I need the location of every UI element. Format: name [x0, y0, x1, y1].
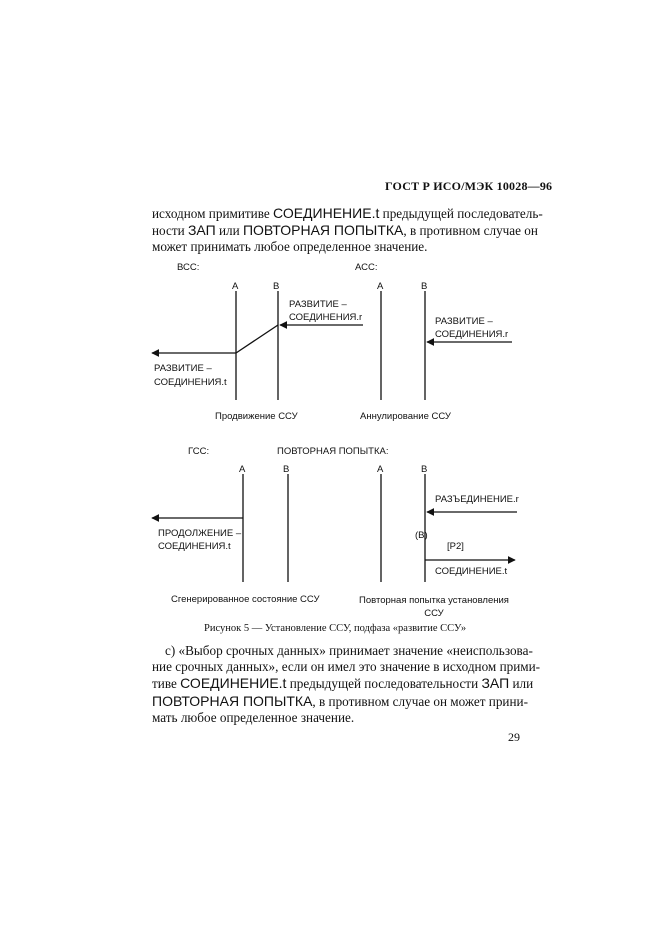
d2-label-b: B: [421, 281, 428, 292]
text-run: мать любое определенное значение.: [152, 709, 355, 725]
paragraph-2-line-5: [152, 710, 521, 726]
d2-title: АСС:: [355, 262, 378, 273]
term-run: ПОВТОРНАЯ ПОПЫТКА: [152, 692, 313, 709]
d4-caption: [354, 594, 514, 620]
text-run: или: [215, 223, 243, 239]
d1-out-label-line: СОЕДИНЕНИЯ.t: [154, 377, 227, 388]
document-header: ГОСТ Р ИСО/МЭК 10028—96: [385, 179, 553, 193]
text-run: исходном примитиве: [152, 206, 274, 221]
d1-label-b: B: [273, 281, 280, 292]
d2-in-label-line: СОЕДИНЕНИЯ.r: [435, 329, 509, 340]
d3-out-label-line: СОЕДИНЕНИЯ.t: [158, 541, 231, 552]
d1-transfer-line: [236, 325, 278, 353]
d1-in-label-line: РАЗВИТИЕ –: [289, 299, 347, 310]
d3-label-a: A: [239, 464, 246, 475]
d1-title: ВСС:: [177, 262, 200, 273]
text-run: предыдущей последователь-: [379, 206, 543, 221]
paragraph-2-line-4: [152, 692, 528, 710]
term-run: СОЕДИНЕНИЕ.t: [273, 205, 380, 221]
d4-label-a: A: [377, 464, 384, 475]
text-run: ние срочных данных», если он имел это значение в исходном прими-: [152, 659, 541, 675]
d3-out-label: [158, 527, 241, 553]
page-number: 29: [508, 730, 520, 744]
d1-caption: Продвижение ССУ: [215, 411, 298, 422]
d2-in-label-line: РАЗВИТИЕ –: [435, 316, 493, 327]
text-run: , в противном случае он может прини-: [312, 693, 528, 709]
d2-in-label: [435, 315, 508, 341]
term-run: ЗАП: [187, 222, 216, 239]
d3-title: ГСС:: [188, 446, 210, 457]
d4-caption-line: Повторная попытка установления: [359, 595, 509, 606]
term-run: СОЕДИНЕНИЕ.t: [180, 675, 287, 692]
paragraph-2: [152, 643, 541, 726]
paragraph-2-line-1: [152, 643, 533, 659]
text-run: предыдущей последовательности: [286, 676, 482, 692]
d1-label-a: A: [232, 281, 239, 292]
d3-out-label-line: ПРОДОЛЖЕНИЕ –: [158, 528, 242, 539]
d4-out-label: СОЕДИНЕНИЕ.t: [435, 566, 508, 577]
d3-caption: Сгенерированное состояние ССУ: [171, 594, 320, 605]
d2-label-a: A: [377, 281, 384, 292]
term-run: ПОВТОРНАЯ ПОПЫТКА: [242, 222, 404, 239]
text-run: , в противном случае он: [403, 223, 538, 239]
text-run: c) «Выбор срочных данных» принимает значение «неиспользова-: [165, 643, 533, 658]
d1-in-label-line: СОЕДИНЕНИЯ.r: [289, 312, 363, 323]
d4-caption-line: ССУ: [424, 608, 444, 619]
paragraph-2-line-2: [152, 659, 541, 675]
text-run: ности: [152, 223, 188, 239]
d1-in-label: [289, 298, 362, 324]
d1-out-label: [154, 362, 227, 390]
text-run: или: [509, 676, 534, 692]
text-run: может принимать любое определенное значение.: [152, 239, 428, 255]
d2-caption: Аннулирование ССУ: [360, 411, 451, 422]
d4-in-label: РАЗЪЕДИНЕНИЕ.r: [435, 494, 519, 505]
d3-label-b: B: [283, 464, 290, 475]
d4-label-b: B: [421, 464, 428, 475]
term-run: ЗАП: [481, 675, 510, 692]
d4-title: ПОВТОРНАЯ ПОПЫТКА:: [277, 446, 389, 457]
d4-marker: (B): [415, 530, 428, 541]
d4-condition: [P2]: [447, 541, 464, 552]
figure-caption: Рисунок 5 — Установление ССУ, подфаза «развитие ССУ»: [204, 623, 467, 634]
text-run: тиве: [152, 676, 181, 692]
paragraph-2-line-3: [152, 675, 534, 692]
d1-out-label-line: РАЗВИТИЕ –: [154, 363, 212, 374]
